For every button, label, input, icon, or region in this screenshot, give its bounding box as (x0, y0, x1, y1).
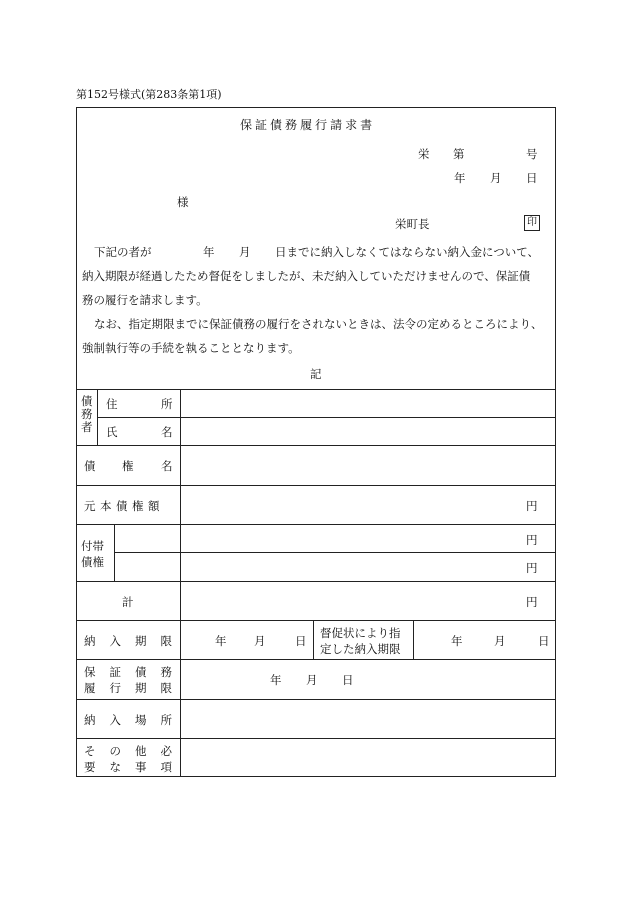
due-year: 年 (215, 634, 227, 648)
incidental-yen-1: 円 (526, 533, 538, 547)
specified-due-label-2: 定した納入期限 (320, 642, 401, 656)
incidental-column-rule (114, 524, 115, 581)
rule-after-claim (76, 485, 556, 486)
incidental-label-1: 付帯 (81, 539, 104, 553)
body-p1-year: 年 (203, 245, 215, 259)
body-p1-month: 月 (239, 245, 251, 259)
table-top-rule (76, 389, 556, 390)
total-yen: 円 (526, 595, 538, 609)
principal-yen: 円 (526, 499, 538, 513)
guarantee-label-2: 履行期限 (84, 681, 186, 695)
seal-mark: 印 (524, 215, 540, 231)
principal-label: 元本債権額 (84, 499, 164, 513)
other-matters-label-1: その他必 (84, 744, 186, 758)
name-label-2: 名 (161, 425, 173, 439)
rule-after-debtor (76, 445, 556, 446)
body-p1-line2: 納入期限が経過したため督促をしましたが、未だ納入していただけませんので、保証債 (82, 269, 531, 283)
guarantee-year: 年 (270, 673, 282, 687)
header-year: 年 (454, 171, 466, 185)
rule-after-principal (76, 524, 556, 525)
due-month: 月 (254, 634, 266, 648)
body-p1-rest: 日までに納入しなくてはならない納入金について、 (275, 245, 540, 259)
other-matters-label-2: 要な事項 (84, 760, 186, 774)
addressee-sama: 様 (177, 195, 189, 209)
specified-year: 年 (451, 634, 463, 648)
debtor-label: 債 務 者 (81, 394, 93, 434)
number-go: 号 (526, 147, 538, 161)
debtor-column-rule (97, 389, 98, 445)
rule-after-total (76, 620, 556, 621)
issuer-prefix: 栄 (418, 147, 430, 161)
rule-after-incidental (76, 581, 556, 582)
rule-after-due (76, 659, 556, 660)
guarantee-day: 日 (342, 673, 354, 687)
body-p1-a: 下記の者が (94, 245, 152, 259)
specified-month: 月 (494, 634, 506, 648)
due-day: 日 (295, 634, 307, 648)
address-label-2: 所 (161, 397, 173, 411)
body-p2-line1: なお、指定期限までに保証債務の履行をされないときは、法令の定めるところにより、 (94, 317, 543, 331)
specified-due-label-1: 督促状により指 (320, 626, 401, 640)
total-label: 計 (122, 595, 134, 609)
claim-label-1: 債 (84, 459, 96, 473)
claim-label-3: 名 (161, 459, 173, 473)
rule-after-place (76, 738, 556, 739)
header-day: 日 (526, 171, 538, 185)
specified-day: 日 (538, 634, 550, 648)
ki-marker: 記 (310, 367, 322, 381)
name-label-1: 氏 (106, 425, 118, 439)
document-title: 保証債務履行請求書 (240, 118, 376, 132)
incidental-label-2: 債権 (81, 555, 104, 569)
due-mid-rule-1 (313, 620, 314, 659)
due-mid-rule-2 (413, 620, 414, 659)
payment-place-label: 納入場所 (84, 713, 186, 727)
header-month: 月 (490, 171, 502, 185)
rule-address-name (97, 417, 556, 418)
body-p1-line3: 務の履行を請求します。 (82, 293, 208, 307)
form-number-label: 第152号様式(第283条第1項) (76, 88, 222, 101)
guarantee-label-1: 保証債務 (84, 665, 186, 679)
due-date-label: 納入期限 (84, 634, 186, 648)
guarantee-month: 月 (306, 673, 318, 687)
address-label-1: 住 (106, 397, 118, 411)
claim-label-2: 権 (122, 459, 134, 473)
number-dai: 第 (453, 147, 465, 161)
incidental-yen-2: 円 (526, 561, 538, 575)
body-p2-line2: 強制執行等の手続を執ることとなります。 (82, 341, 300, 355)
sender-mayor: 栄町長 (395, 217, 430, 231)
rule-after-guarantee (76, 699, 556, 700)
